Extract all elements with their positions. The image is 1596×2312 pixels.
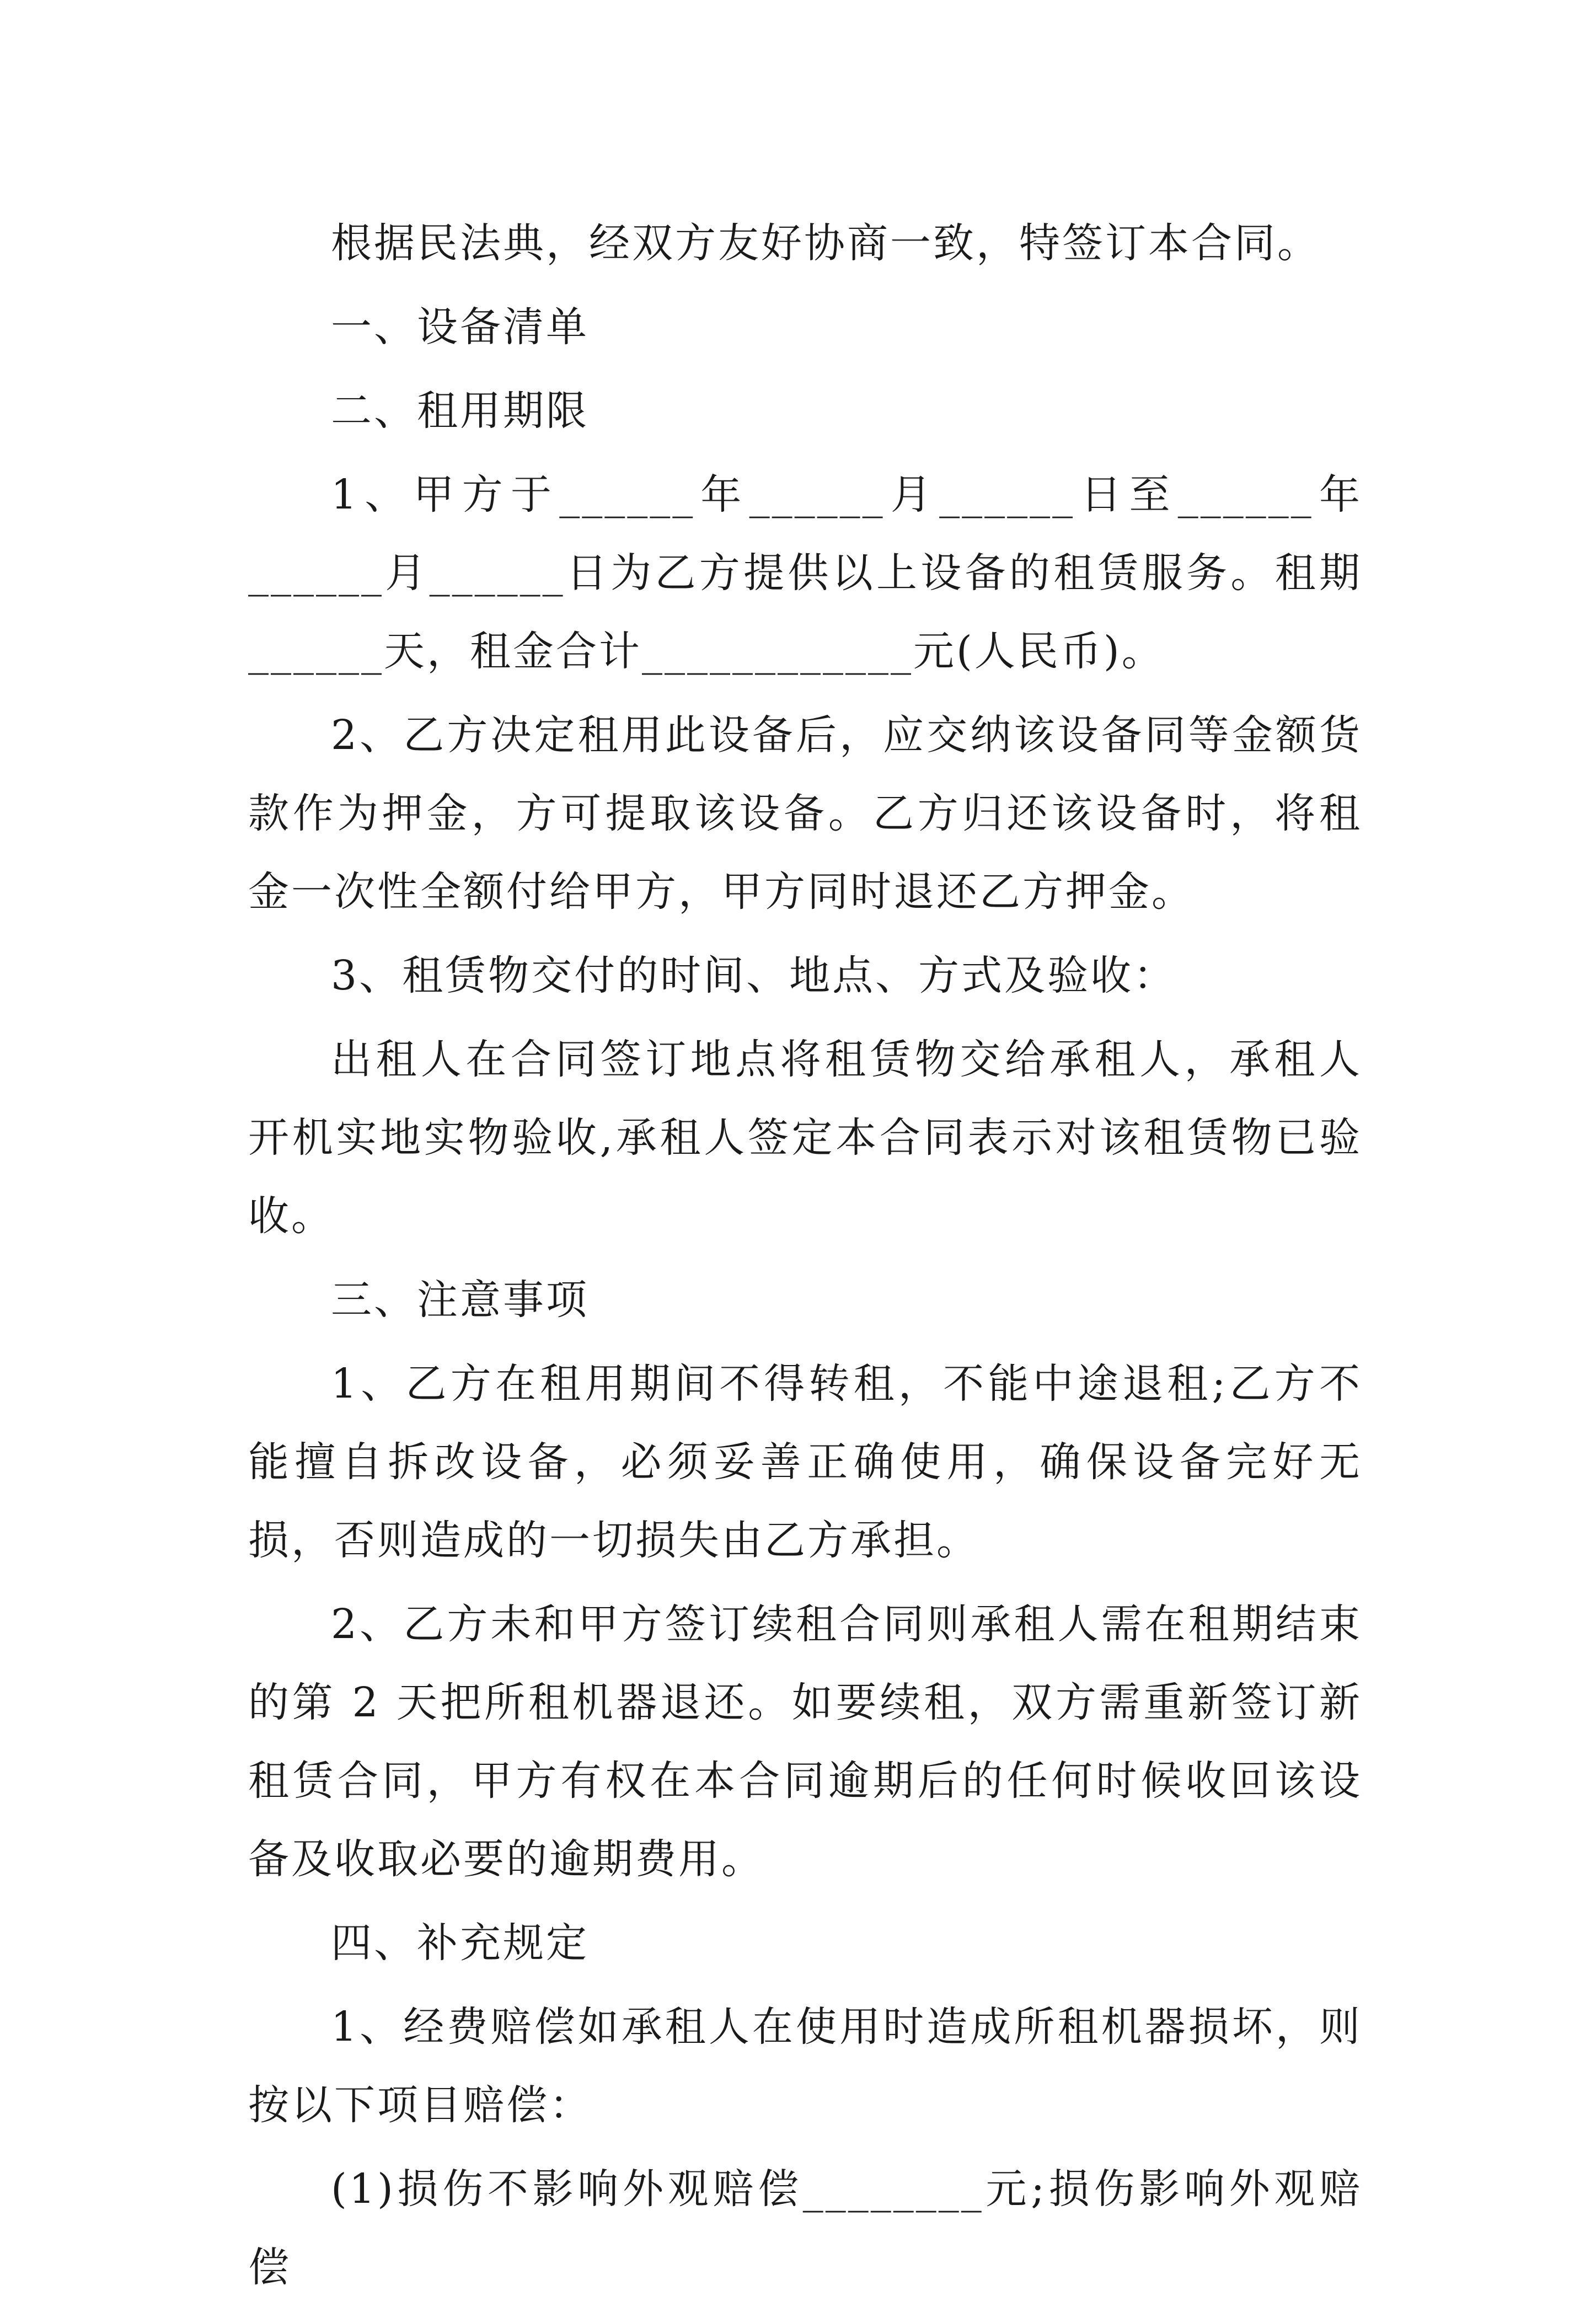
section-heading-equipment-list: 一、设备清单 bbox=[331, 303, 589, 351]
clause-no-sublease: 1、乙方在租用期间不得转租，不能中途退租;乙方不能擅自拆改设备，必须妥善正确使用，确保设备完好无损，否则造成的一切损失由乙方承担。 bbox=[248, 1360, 1362, 1564]
clause-delivery-heading: 3、租赁物交付的时间、地点、方式及验收： bbox=[331, 952, 1177, 999]
clause-rental-dates: 1、甲方于______年______月______日至______年______月______日为乙方提供以上设备的租赁服务。租期______天，租金合计____________元(人民币)。 bbox=[248, 471, 1362, 675]
clause-compensation: 1、经费赔偿如承租人在使用时造成所租机器损坏，则按以下项目赔偿： bbox=[248, 2003, 1362, 2129]
section-heading-rental-period: 二、租用期限 bbox=[331, 387, 589, 435]
section-heading-notes: 三、注意事项 bbox=[331, 1276, 589, 1324]
section-heading-supplementary: 四、补充规定 bbox=[331, 1919, 589, 1967]
clause-deposit: 2、乙方决定租用此设备后，应交纳该设备同等金额货款作为押金，方可提取该设备。乙方归还该设备时，将租金一次性全额付给甲方，甲方同时退还乙方押金。 bbox=[248, 711, 1362, 916]
clause-delivery-body: 出租人在合同签订地点将租赁物交给承租人，承租人开机实地实物验收,承租人签定本合同表示对该租赁物已验收。 bbox=[248, 1036, 1362, 1240]
clause-compensation-item-1: (1)损伤不影响外观赔偿________元;损伤影响外观赔偿 bbox=[248, 2165, 1362, 2291]
intro-paragraph: 根据民法典，经双方友好协商一致，特签订本合同。 bbox=[331, 220, 1320, 267]
contract-page bbox=[248, 204, 1362, 2312]
clause-renewal: 2、乙方未和甲方签订续租合同则承租人需在租期结束的第 2 天把所租机器退还。如要续租，双方需重新签订新租赁合同，甲方有权在本合同逾期后的任何时候收回该设备及收取必要的逾期费用。 bbox=[248, 1601, 1362, 1883]
